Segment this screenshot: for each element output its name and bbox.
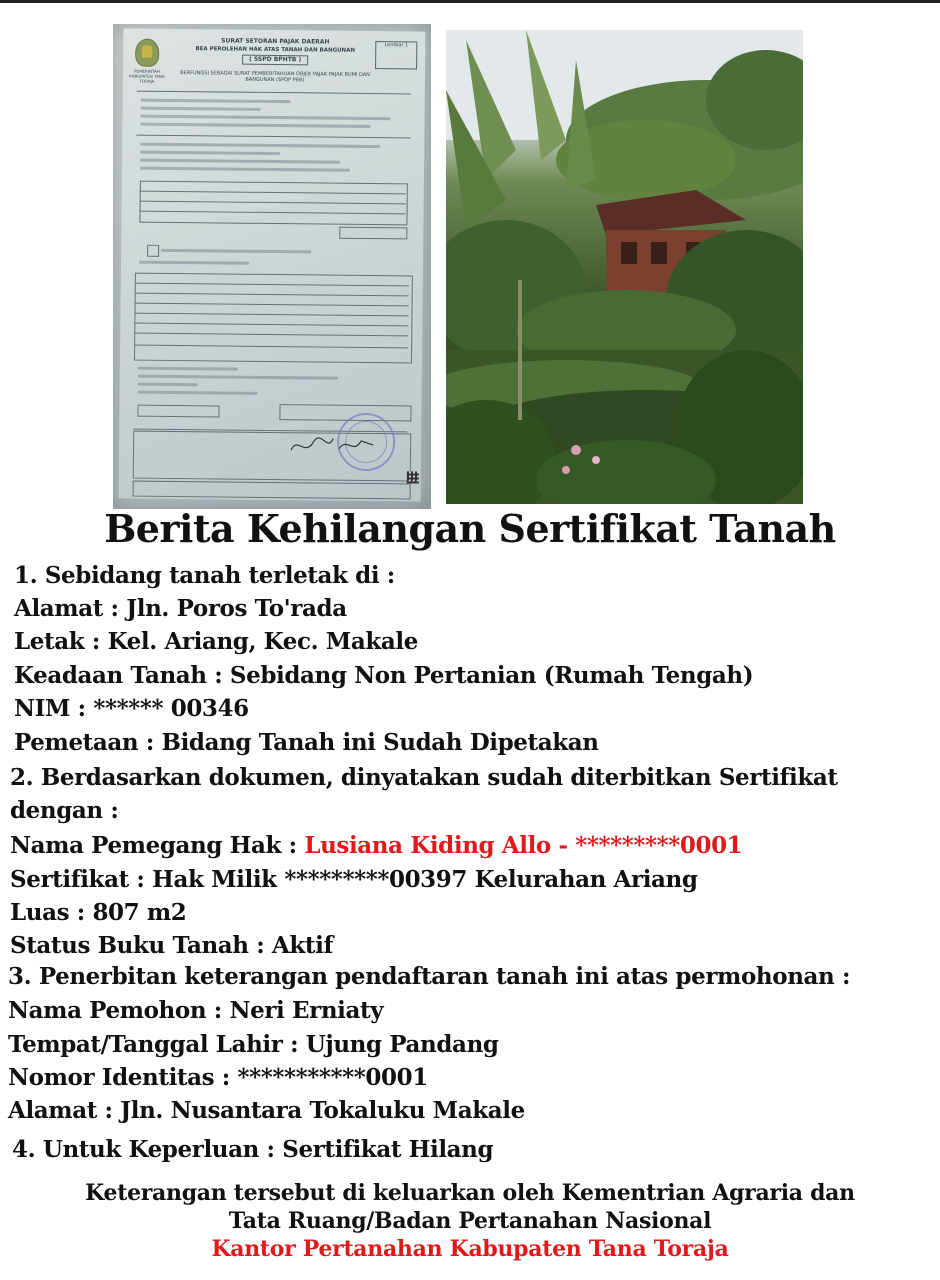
form-row [139,261,249,265]
form-row [138,375,338,380]
qr-code-icon [407,471,419,483]
form-row [141,107,261,111]
form-row [140,143,380,149]
footer-line1: Keterangan tersebut di keluarkan oleh Kementrian Agraria dan [85,1180,855,1206]
section1-alamat: Alamat : Jln. Poros To'rada [14,595,347,622]
form-divider [137,91,411,95]
form-heading [175,37,375,84]
tax-form-photo [113,24,431,509]
regency-logo-icon [135,39,159,67]
form-box [279,404,411,421]
footer-line2: Tata Ruang/Badan Pertanahan Nasional [228,1208,712,1234]
form-checkbox [147,245,159,257]
form-row [140,151,280,155]
section3-ttl: Tempat/Tanggal Lahir : Ujung Pandang [8,1031,499,1058]
top-border [0,0,940,3]
tax-form-paper [119,28,426,501]
section4-keperluan: 4. Untuk Keperluan : Sertifikat Hilang [12,1136,494,1163]
form-lembar: Lembar 1 [375,41,417,69]
form-row [138,367,238,371]
form-row [141,115,391,121]
section1-letak: Letak : Kel. Ariang, Kec. Makale [14,628,418,655]
form-row [140,123,370,128]
form-heading-1: SURAT SETORAN PAJAK DAERAH [221,37,330,46]
section2-pemegang-value: Lusiana Kiding Allo - *********0001 [304,832,743,859]
section3-heading: 3. Penerbitan keterangan pendaftaran tanah ini atas permohonan : [8,963,851,990]
form-calc-table [134,273,413,364]
section2-heading-line1: 2. Berdasarkan dokumen, dinyatakan sudah diterbitkan Sertifikat [10,764,838,791]
form-row [140,159,340,164]
form-row [161,249,311,254]
footer-office: Kantor Pertanahan Kabupaten Tana Toraja [211,1236,729,1262]
house-photo [446,30,803,504]
house-scene [446,30,803,504]
form-heading-2: BEA PEROLEHAN HAK ATAS TANAH DAN BANGUNAN [195,46,356,54]
form-total-box [339,227,407,240]
form-row [141,99,291,104]
logo-caption: PEMERINTAH KABUPATEN TANA TORAJA [129,68,165,84]
form-box [137,405,219,418]
form-row [138,391,258,395]
form-divider [136,135,410,139]
section2-pemegang [10,832,742,859]
section2-pemegang-label: Nama Pemegang Hak : [10,832,305,859]
form-heading-3: ( SSPD BPHTB ) [242,55,308,66]
section3-alamat: Alamat : Jln. Nusantara Tokaluku Makale [8,1097,525,1124]
form-bottom-box [133,481,411,500]
section3-pemohon: Nama Pemohon : Neri Erniaty [8,997,384,1024]
form-row [138,383,198,387]
section1-keadaan: Keadaan Tanah : Sebidang Non Pertanian (Rumah Tengah) [14,662,754,689]
page-title: Berita Kehilangan Sertifikat Tanah [104,506,836,551]
section1-nim: NIM : ****** 00346 [14,695,249,722]
section2-status: Status Buku Tanah : Aktif [10,932,333,959]
section2-heading-line2: dengan : [10,797,119,824]
section1-pemetaan: Pemetaan : Bidang Tanah ini Sudah Dipetakan [14,729,599,756]
section3-identitas: Nomor Identitas : ***********0001 [8,1064,428,1091]
signature-icon [287,430,377,461]
section2-luas: Luas : 807 m2 [10,899,187,926]
form-heading-note: BERFUNGSI SEBAGAI SURAT PEMBERITAHUAN OBJEK PAJAK PAJAK BUMI DAN BANGUNAN (SPOP PBB) [180,70,370,84]
section2-sertifikat: Sertifikat : Hak Milik *********00397 Kelurahan Ariang [10,866,698,893]
section1-heading: 1. Sebidang tanah terletak di : [14,562,395,589]
form-row [140,167,350,172]
